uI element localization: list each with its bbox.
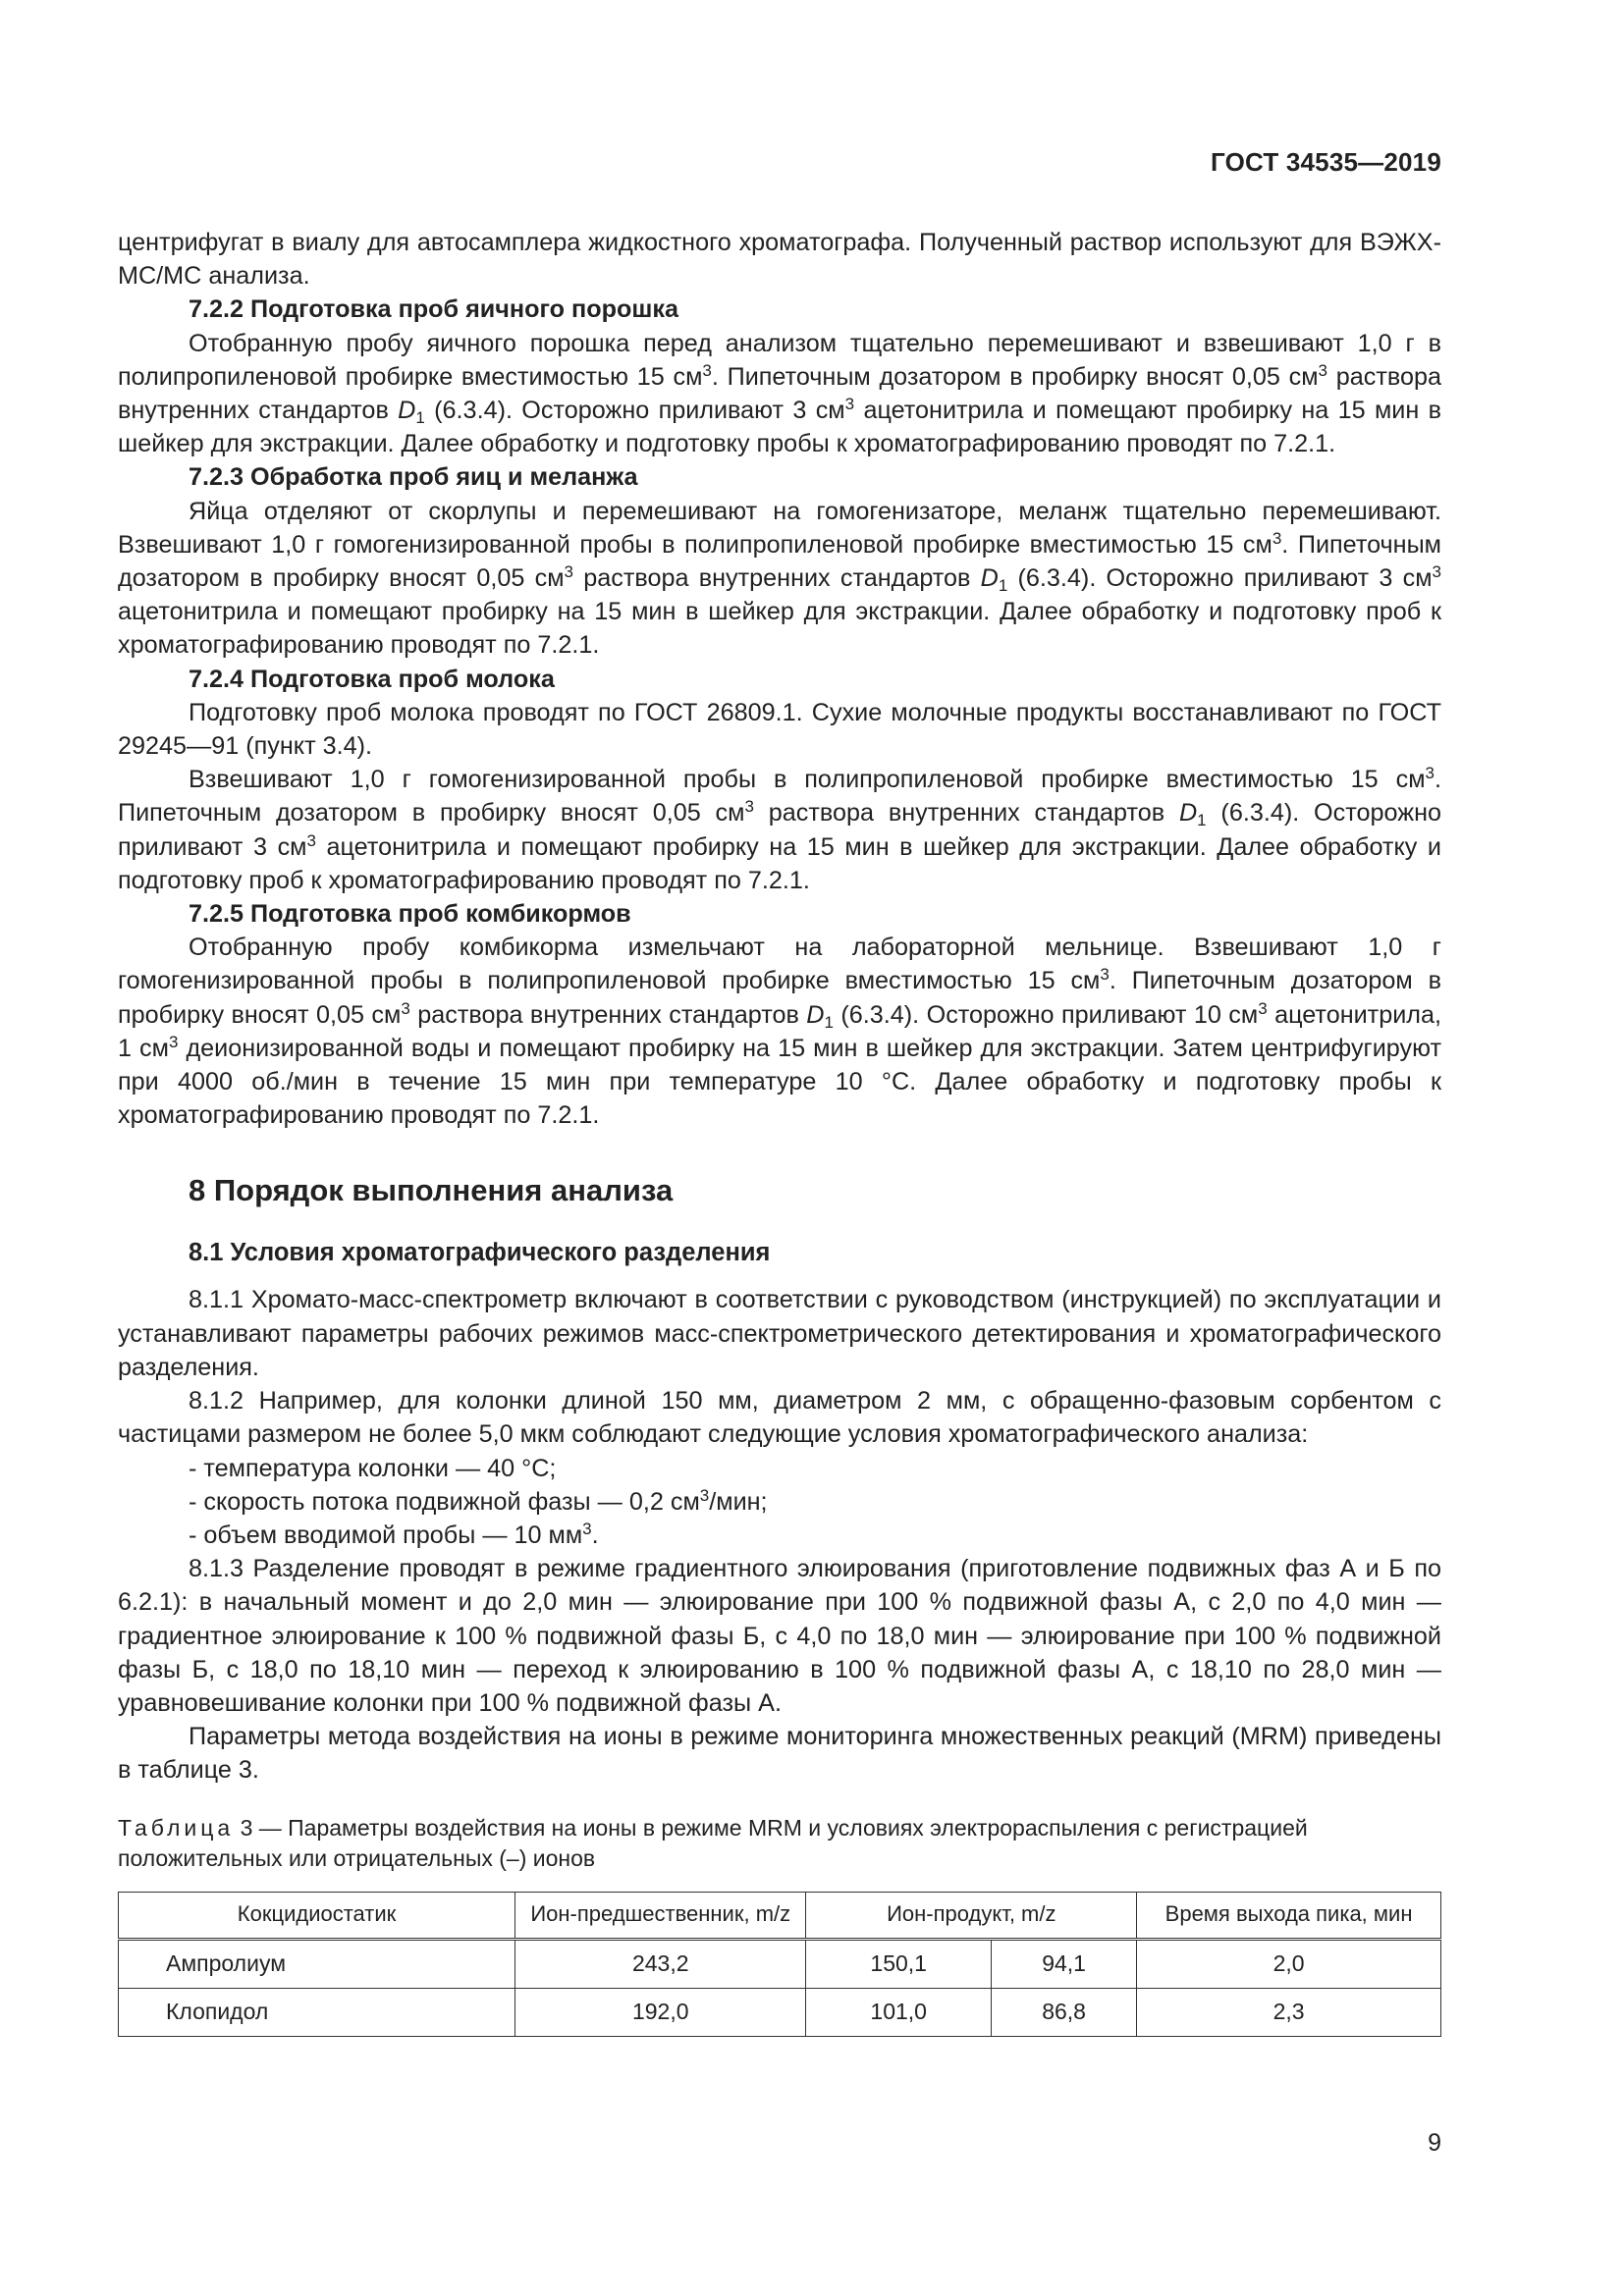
table-cell: 192,0: [515, 1988, 806, 2036]
table-header-cell: Кокцидиостатик: [119, 1892, 515, 1939]
table-cell: 2,3: [1137, 1988, 1441, 2036]
section-heading-8: 8 Порядок выполнения анализа: [189, 1173, 674, 1208]
table-cell: Клопидол: [119, 1988, 515, 2036]
paragraph-continuation: центрифугат в виалу для автосамплера жидкостного хроматографа. Полученный раствор используют для ВЭЖХ-МС/МС анализа.: [118, 229, 1441, 291]
paragraph-8-1-3: 8.1.3 Разделение проводят в режиме градиентного элюирования (приготовление подвижных фаз А и Б по 6.2.1): в начальный момент и до 2,0 мин — элюирование при 100 % подвижной фазы А, с 2,0 по 4,0 мин — градиентное элюирование к 100 % подвижной фазы Б, с 4,0 по 18,0 мин — элюирование при 100 % подвижной фазы Б, с 18,0 по 18,10 мин — переход к элюированию в 100 % подвижной фазы А, с 18,10 по 28,0 мин — уравновешивание колонки при 100 % подвижной фазы А.: [118, 1555, 1441, 1717]
heading-7-2-3: 7.2.3 Обработка проб яиц и меланжа: [189, 463, 638, 492]
heading-7-2-5: 7.2.5 Подготовка проб комбикормов: [189, 900, 631, 929]
paragraph-7-2-4-1: Подготовку проб молока проводят по ГОСТ 26809.1. Сухие молочные продукты восстанавливают по ГОСТ 29245—91 (пункт 3.4).: [118, 698, 1441, 761]
document-header: ГОСТ 34535—2019: [1211, 147, 1441, 177]
heading-7-2-4: 7.2.4 Подготовка проб молока: [189, 665, 555, 693]
table-caption-text: 3 — Параметры воздействия на ионы в режиме MRM и условиях электрораспыления с регистрацией положительных или отрицательных (–) ионов: [118, 1814, 1308, 1871]
table-header-cell: Время выхода пика, мин: [1137, 1892, 1441, 1939]
table-caption-label: Таблица: [118, 1814, 235, 1841]
paragraph-7-2-2: Отобранную пробу яичного порошка перед анализом тщательно перемешивают и взвешивают 1,0 г в полипропиленовой пробирке вместимостью 15 $см^3$. Пипеточным дозатором в пробирку вносят 0,05 $см^3$ раствора внутренних стандартов $D_1$ (6.3.4). Осторожно приливают 3 $см^3$ ацетонитрила и помещают пробирку на 15 мин в шейкер для экстракции. Далее обработку и подготовку пробы к хроматографированию проводят по 7.2.1.: [118, 329, 1441, 458]
list-item-temperature: - температура колонки — 40 °С;: [189, 1454, 557, 1482]
table-header-row: [119, 1892, 1441, 1939]
table-cell: 243,2: [515, 1939, 806, 1988]
table-row: [119, 1988, 1441, 2036]
paragraph-7-2-5: Отобранную пробу комбикорма измельчают на лабораторной мельнице. Взвешивают 1,0 г гомогенизированной пробы в полипропиленовой пробирке вместимостью 15 $см^3$. Пипеточным дозатором в пробирку вносят 0,05 $см^3$ раствора внутренних стандартов $D_1$ (6.3.4). Осторожно приливают 10 $см^3$ ацетонитрила, 1 $см^3$ деионизированной воды и помещают пробирку на 15 мин в шейкер для экстракции. Затем центрифугируют при 4000 об./мин в течение 15 мин при температуре 10 °С. Далее обработку и подготовку пробы к хроматографированию проводят по 7.2.1.: [118, 934, 1441, 1130]
paragraph-8-1-1: 8.1.1 Хромато-масс-спектрометр включают в соответствии с руководством (инструкцией) по эксплуатации и устанавливают параметры рабочих режимов масс-спектрометрического детектирования и хроматографического разделения.: [118, 1286, 1441, 1381]
table-caption: [118, 1813, 1441, 1874]
table-cell: 150,1: [806, 1939, 992, 1988]
paragraph-mrm: Параметры метода воздействия на ионы в режиме мониторинга множественных реакций (MRM) приведены в таблице 3.: [118, 1723, 1441, 1785]
paragraph-7-2-4-2: Взвешивают 1,0 г гомогенизированной пробы в полипропиленовой пробирке вместимостью 15 $см^3$. Пипеточным дозатором в пробирку вносят 0,05 $см^3$ раствора внутренних стандартов $D_1$ (6.3.4). Осторожно приливают 3 $см^3$ ацетонитрила и помещают пробирку на 15 мин в шейкер для экстракции. Далее обработку и подготовку проб к хроматографированию проводят по 7.2.1.: [118, 764, 1441, 894]
paragraph-7-2-3: Яйца отделяют от скорлупы и перемешивают на гомогенизаторе, меланж тщательно перемешивают. Взвешивают 1,0 г гомогенизированной пробы в полипропиленовой пробирке вместимостью 15 $см^3$. Пипеточным дозатором в пробирку вносят 0,05 $см^3$ раствора внутренних стандартов $D_1$ (6.3.4). Осторожно приливают 3 $см^3$ ацетонитрила и помещают пробирку на 15 мин в шейкер для экстракции. Далее обработку и подготовку проб к хроматографированию проводят по 7.2.1.: [118, 497, 1441, 660]
list-item-flow-rate: - скорость потока подвижной фазы — 0,2 $см^3$/мин;: [189, 1485, 768, 1516]
table-cell: 86,8: [992, 1988, 1137, 2036]
table-row: [119, 1939, 1441, 1988]
heading-7-2-2: 7.2.2 Подготовка проб яичного порошка: [189, 295, 679, 324]
table-header-cell: Ион-продукт, m/z: [806, 1892, 1137, 1939]
table-cell: 101,0: [806, 1988, 992, 2036]
data-table: [118, 1892, 1441, 2037]
list-item-injection-volume: - объем вводимой пробы — 10 $мм^3$.: [189, 1519, 599, 1549]
table-header-cell: Ион-предшественник, m/z: [515, 1892, 806, 1939]
paragraph-8-1-2: 8.1.2 Например, для колонки длиной 150 мм, диаметром 2 мм, с обращенно-фазовым сорбентом с частицами размером не более 5,0 мкм соблюдают следующие условия хроматографического анализа:: [118, 1387, 1441, 1449]
subsection-heading-8-1: 8.1 Условия хроматографического разделения: [189, 1239, 771, 1267]
table-cell: 94,1: [992, 1939, 1137, 1988]
document-body: [118, 226, 1441, 2037]
table-cell: 2,0: [1137, 1939, 1441, 1988]
table-cell: Ампролиум: [119, 1939, 515, 1988]
page-number: 9: [1428, 2129, 1441, 2157]
